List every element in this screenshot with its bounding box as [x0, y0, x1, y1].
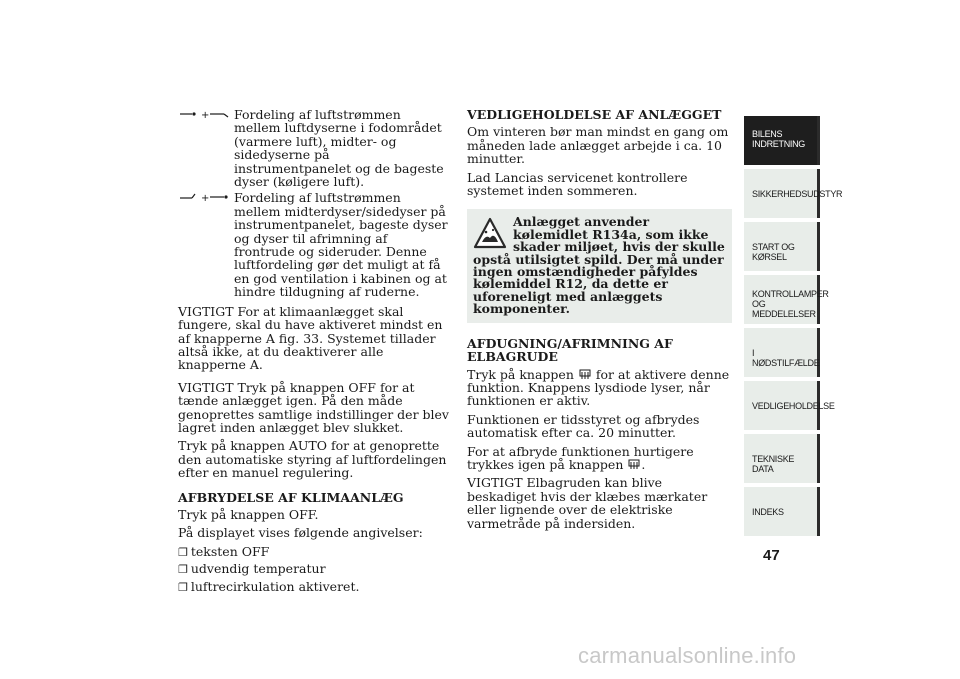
- tab-indeks[interactable]: INDEKS: [744, 487, 820, 536]
- section-heading: AFBRYDELSE AF KLIMAANLÆG: [178, 489, 404, 505]
- tab-vedligeholdelse[interactable]: VEDLIGEHOLDELSE: [744, 381, 820, 430]
- paragraph: På displayet vises følgende angivelser:: [178, 525, 423, 541]
- tab-bilens-indretning[interactable]: BILENS INDRETNING: [744, 116, 820, 165]
- airflow-item-text: Fordeling af luftstrømmen mellem luftdyserne i fodområdet (varmere luft), midter- og sidedyserne på instrumentpanelet og de bageste dyser (køligere luft).: [234, 107, 444, 190]
- rear-defrost-icon: [628, 459, 640, 470]
- paragraph: Tryk på knappen for at aktivere denne funktion. Knappens lysdiode lyser, når funktionen er aktiv.: [467, 366, 730, 409]
- list-item: ❐ luftrecirkulation aktiveret.: [178, 578, 360, 594]
- paragraph: Om vinteren bør man mindst en gang om måneden lade anlægget arbejde i ca. 10 minutter.: [467, 124, 729, 167]
- airflow-feet-vents-icon: [180, 109, 230, 119]
- paragraph: VIGTIGT Elbagruden kan blive beskadiget hvis der klæbes mærkater eller lignende over de elektriske varmetråde på indersiden.: [467, 475, 708, 531]
- watermark: carmanualsonline.info: [578, 643, 797, 668]
- airflow-item-text: Fordeling af luftstrømmen mellem midterdyser/sidedyser på instrumentpanelet, bageste dyser og dyser til afrimning af frontrude og sideruder. Denne luftfordeling gør det muligt at få en god ventilation i kabinen og at hindre tildugning af ruderne.: [234, 190, 448, 300]
- airflow-item-windscreen-feet: [178, 191, 450, 298]
- tab-start-og-korsel[interactable]: START OG KØRSEL: [744, 222, 820, 271]
- paragraph: Tryk på knappen OFF.: [178, 506, 319, 522]
- warning-text: Anlægget anvender kølemidlet R134a, som ikke skader miljøet, hvis der skulle opstå utilsigtet spild. Der må under ingen omstændigheder påfyldes kølemiddel R12, da dette er uforeneligt med anlæggets komponenter.: [473, 214, 725, 317]
- paragraph: Tryk på knappen AUTO for at genoprette den automatiske styring af luftfordelingen efter en manuel regulering.: [178, 438, 447, 481]
- left-column: [178, 108, 450, 597]
- list-item: ❐ udvendig temperatur: [178, 561, 326, 577]
- tab-kontrollamper[interactable]: KONTROLLAMPER OG MEDDELELSER: [744, 275, 820, 324]
- rear-defrost-icon: [579, 369, 591, 380]
- checkbox-bullet-icon: ❐: [178, 563, 188, 577]
- airflow-windscreen-feet-icon: [180, 192, 230, 202]
- right-column: [467, 108, 732, 535]
- svg-text:+: +: [201, 110, 210, 119]
- section-heading: AFDUGNING/AFRIMNING AF ELBAGRUDE: [467, 335, 673, 365]
- checkbox-bullet-icon: ❐: [178, 580, 188, 594]
- paragraph: For at afbryde funktionen hurtigere trykkes igen på knappen .: [467, 443, 694, 472]
- airflow-item-feet-vents: [178, 108, 450, 188]
- checkbox-bullet-icon: ❐: [178, 545, 188, 559]
- paragraph: Funktionen er tidsstyret og afbrydes automatisk efter ca. 20 minutter.: [467, 411, 700, 441]
- warning-box: [467, 209, 732, 322]
- svg-text:+: +: [201, 193, 210, 203]
- paragraph: Lad Lancias servicenet kontrollere systemet inden sommeren.: [467, 169, 688, 199]
- chapter-tabs: [744, 116, 843, 540]
- warning-triangle-icon: [473, 216, 507, 250]
- paragraph: VIGTIGT For at klimaanlægget skal fungere, skal du have aktiveret mindst en af knapperne A fig. 33. Systemet tillader altså ikke, at du deaktiverer alle knapperne A.: [178, 303, 443, 373]
- list-item: ❐ teksten OFF: [178, 543, 270, 559]
- section-heading: VEDLIGEHOLDELSE AF ANLÆGGET: [467, 107, 722, 122]
- tab-i-nodstilfaelde[interactable]: I NØDSTILFÆLDE: [744, 328, 820, 377]
- page-number: 47: [763, 547, 780, 564]
- tab-sikkerhedsudstyr[interactable]: SIKKERHEDSUDSTYR: [744, 169, 820, 218]
- tab-tekniske-data[interactable]: TEKNISKE DATA: [744, 434, 820, 483]
- paragraph: VIGTIGT Tryk på knappen OFF for at tænde anlægget igen. På den måde genoprettes samtlige indstillinger der blev lagret inden anlægget blev slukket.: [178, 379, 449, 435]
